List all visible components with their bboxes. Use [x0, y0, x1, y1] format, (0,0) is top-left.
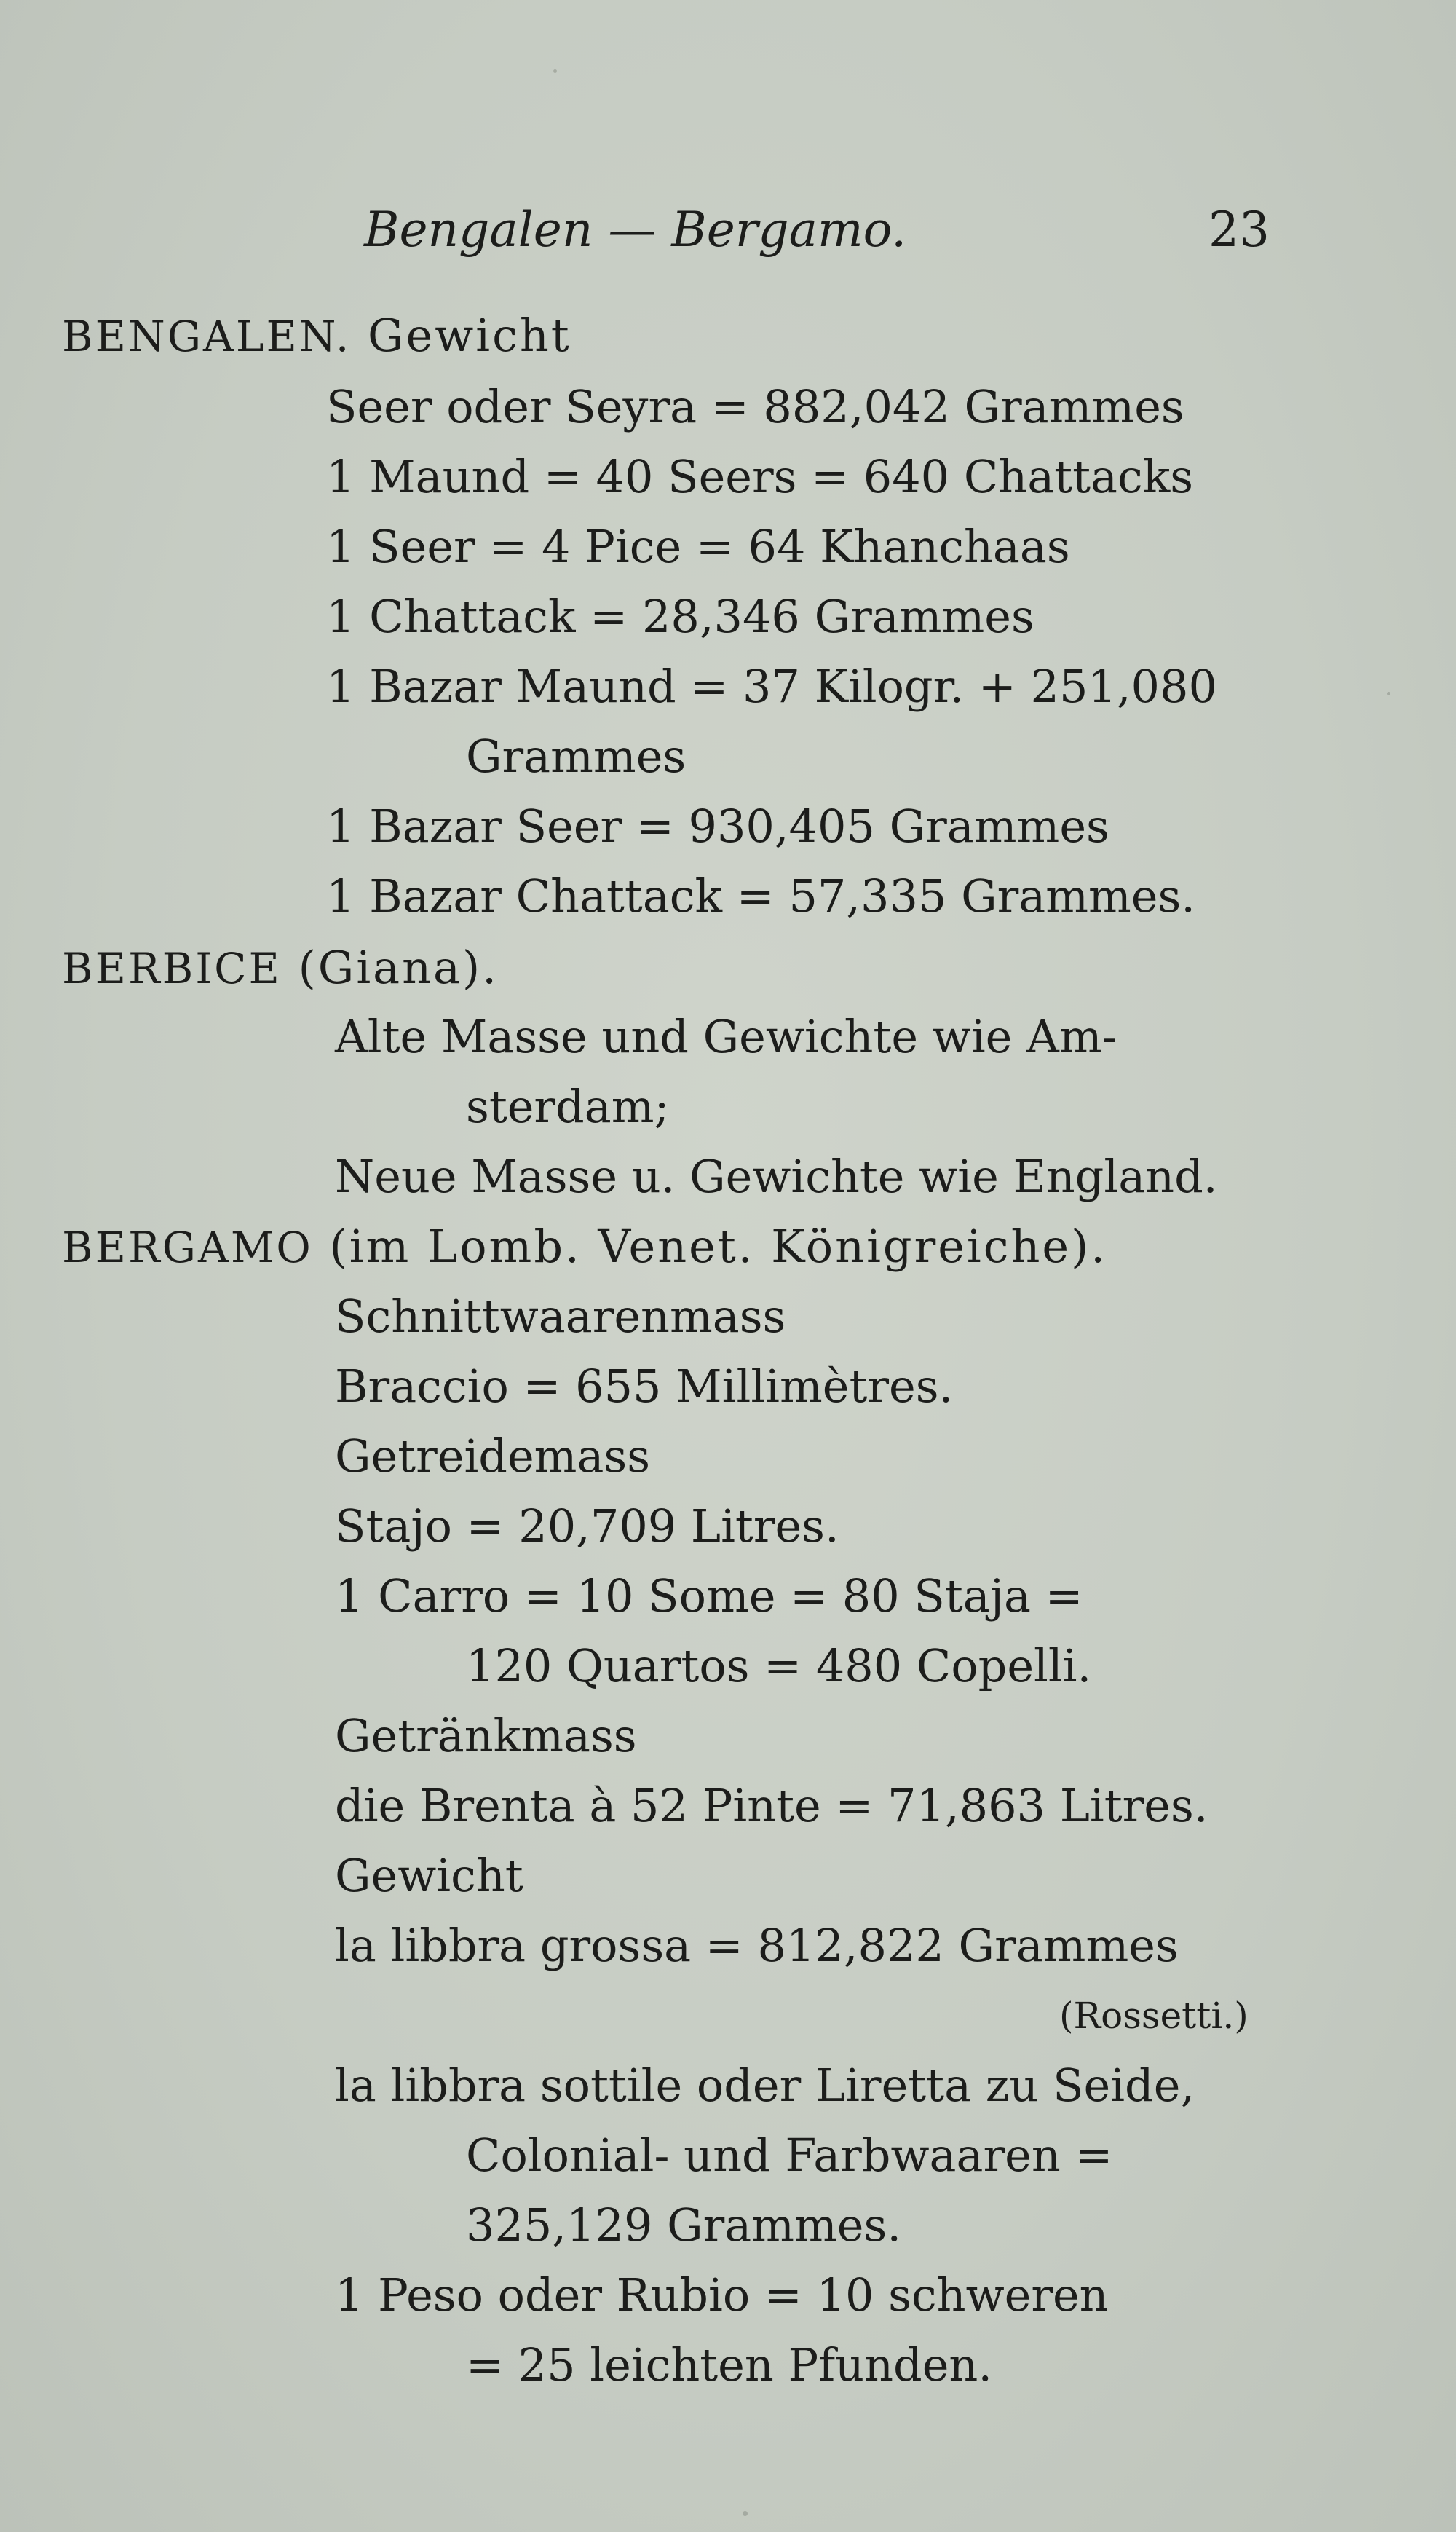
text-line: Getränkmass: [335, 1709, 637, 1762]
text-line: sterdam;: [466, 1080, 670, 1133]
text-line: 1 Seer = 4 Pice = 64 Khanchaas: [326, 520, 1070, 573]
paper-speck: [553, 69, 557, 73]
page-number: 23: [1208, 202, 1270, 258]
entry-heading: BERGAMO: [62, 1223, 313, 1272]
entry-heading: BERBICE: [62, 944, 282, 993]
entry-berbice: [62, 942, 499, 995]
running-title: Bengalen — Bergamo.: [364, 202, 907, 258]
text-line: Grammes: [466, 730, 687, 783]
text-line: 325,129 Grammes.: [466, 2198, 902, 2252]
text-line: la libbra sottile oder Liretta zu Seide,: [335, 2059, 1195, 2112]
text-line: Gewicht: [335, 1849, 523, 1902]
text-line: Alte Masse und Gewichte wie Am-: [335, 1010, 1117, 1063]
text-line: Seer oder Seyra = 882,042 Grammes: [326, 380, 1184, 433]
entry-text: (Giana).: [298, 941, 499, 994]
text-line: Colonial- und Farbwaaren =: [466, 2129, 1113, 2182]
citation-rossetti: (Rossetti.): [1059, 1995, 1249, 2037]
text-line: Schnittwaarenmass: [335, 1290, 786, 1343]
entry-text: (im Lomb. Venet. Königreiche).: [329, 1220, 1107, 1273]
text-line: Getreidemass: [335, 1429, 651, 1483]
text-line: 1 Maund = 40 Seers = 640 Chattacks: [326, 450, 1194, 503]
entry-bengalen: [62, 309, 571, 363]
text-line: 120 Quartos = 480 Copelli.: [466, 1639, 1092, 1692]
text-line: = 25 leichten Pfunden.: [466, 2338, 993, 2391]
text-line: 1 Carro = 10 Some = 80 Staja =: [335, 1569, 1083, 1622]
text-line: la libbra grossa = 812,822 Grammes: [335, 1919, 1179, 1972]
text-line: Braccio = 655 Millimètres.: [335, 1360, 954, 1413]
entry-heading: BENGALEN.: [62, 312, 352, 361]
entry-text: Gewicht: [367, 309, 571, 362]
entry-bergamo: [62, 1220, 1107, 1274]
paper-speck: [743, 2511, 748, 2516]
text-line: 1 Bazar Seer = 930,405 Grammes: [326, 800, 1109, 853]
text-line: Stajo = 20,709 Litres.: [335, 1499, 839, 1553]
text-line: Neue Masse u. Gewichte wie England.: [335, 1150, 1218, 1203]
text-line: 1 Chattack = 28,346 Grammes: [326, 590, 1034, 643]
text-line: die Brenta à 52 Pinte = 71,863 Litres.: [335, 1779, 1208, 1832]
text-line: 1 Peso oder Rubio = 10 schweren: [335, 2268, 1109, 2322]
text-line: 1 Bazar Maund = 37 Kilogr. + 251,080: [326, 660, 1217, 713]
text-line: 1 Bazar Chattack = 57,335 Grammes.: [326, 869, 1196, 923]
paper-speck: [1387, 692, 1390, 695]
